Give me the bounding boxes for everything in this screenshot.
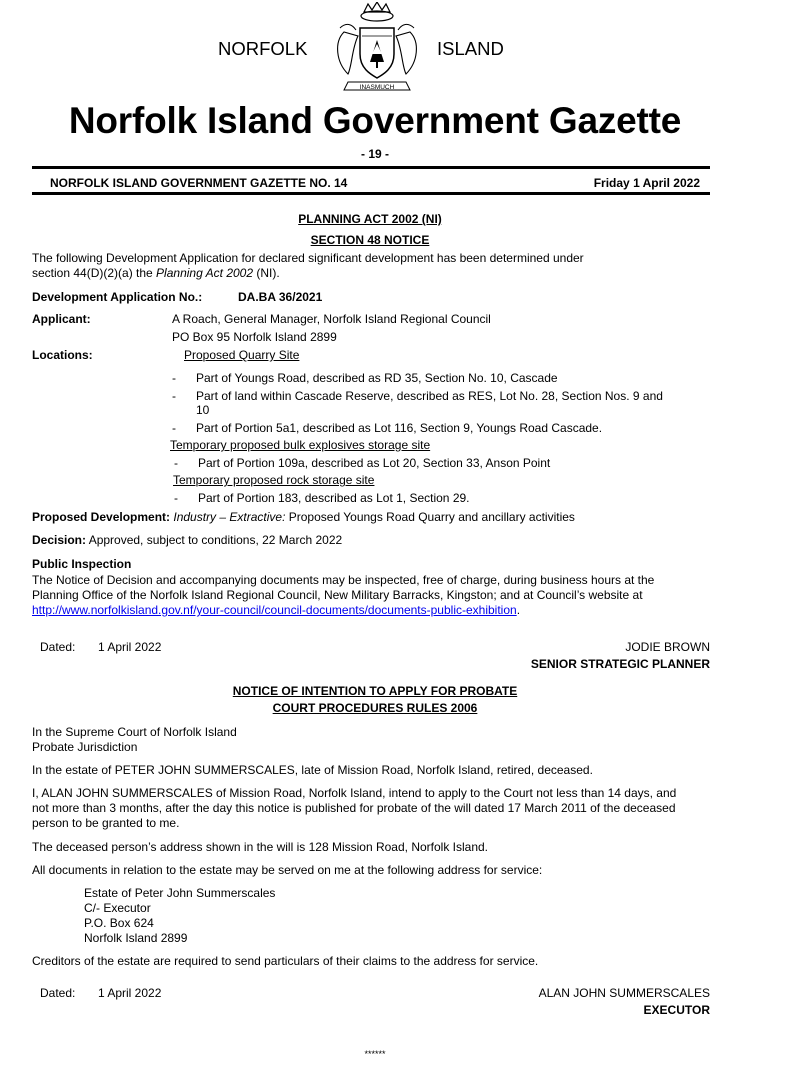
gazette-number: NORFOLK ISLAND GOVERNMENT GAZETTE NO. 14 [50, 176, 348, 190]
site1-heading: Proposed Quarry Site [184, 348, 300, 362]
header-island-word: ISLAND [437, 38, 504, 59]
gazette-date: Friday 1 April 2022 [593, 176, 700, 190]
service-address-line: C/- Executor [84, 901, 151, 915]
notice1-signer-title: SENIOR STRATEGIC PLANNER [530, 657, 710, 671]
applicant-line1: A Roach, General Manager, Norfolk Island Regional Council [172, 312, 491, 326]
public-inspection-line3: http://www.norfolkisland.gov.nf/your-council/council-documents/documents-public-exhibition. [32, 603, 521, 617]
gazette-masthead-title: Norfolk Island Government Gazette [68, 100, 682, 141]
crest-motto: INASMUCH [359, 84, 395, 91]
public-inspection-line2: Planning Office of the Norfolk Island Regional Council, New Military Barracks, Kingston; and at Council’s website at [32, 588, 643, 602]
header-rule-top [32, 166, 710, 169]
notice1-intro-line2: section 44(D)(2)(a) the Planning Act 2002 (NI). [32, 266, 280, 280]
site2-heading: Temporary proposed bulk explosives storage site [170, 438, 431, 452]
header-rule-bottom [32, 192, 710, 195]
end-stars: ****** [364, 1049, 386, 1059]
intent-line1: I, ALAN JOHN SUMMERSCALES of Mission Road, Norfolk Island, intend to apply to the Court not less than 14 days, and [32, 786, 677, 800]
coat-of-arms-logo [322, 2, 432, 94]
service-address-line: Estate of Peter John Summerscales [84, 886, 276, 900]
notice1-dated-value: 1 April 2022 [98, 640, 162, 654]
notice2-heading-rules: COURT PROCEDURES RULES 2006 [272, 701, 478, 715]
list-dash: - [172, 421, 176, 435]
notice2-dated-value: 1 April 2022 [98, 986, 162, 1000]
notice1-heading-section: SECTION 48 NOTICE [310, 233, 430, 247]
deceased-address-line: The deceased person’s address shown in the will is 128 Mission Road, Norfolk Island. [32, 840, 489, 854]
site3-heading: Temporary proposed rock storage site [173, 473, 375, 487]
service-address-line: P.O. Box 624 [84, 916, 154, 930]
list-dash: - [174, 456, 178, 470]
intent-line2: not more than 3 months, after the day this notice is published for probate of the will dated 17 March 2011 of the deceased [32, 801, 676, 815]
site2-item: Part of Portion 109a, described as Lot 20, Section 33, Anson Point [198, 456, 551, 470]
notice1-dated-label: Dated: [40, 640, 76, 654]
public-inspection-line1: The Notice of Decision and accompanying documents may be inspected, free of charge, during business hours at the [32, 573, 655, 587]
proposed-development: Proposed Development: Industry – Extractive: Proposed Youngs Road Quarry and ancillary activities [32, 510, 575, 524]
public-inspection-heading: Public Inspection [32, 557, 132, 571]
notice2-dated-label: Dated: [40, 986, 76, 1000]
site3-item: Part of Portion 183, described as Lot 1, Section 29. [198, 491, 470, 505]
list-dash: - [174, 491, 178, 505]
site1-item-2-cont: 10 [196, 403, 210, 417]
service-address-line: Norfolk Island 2899 [84, 931, 188, 945]
da-number-label: Development Application No.: [32, 290, 203, 304]
da-number-value: DA.BA 36/2021 [238, 290, 323, 304]
court-line2: Probate Jurisdiction [32, 740, 138, 754]
notice1-signer-name: JODIE BROWN [625, 640, 710, 654]
site1-item-1: Part of Youngs Road, described as RD 35, Section No. 10, Cascade [196, 371, 558, 385]
site1-item-3: Part of Portion 5a1, described as Lot 116, Section 9, Youngs Road Cascade. [196, 421, 603, 435]
council-website-link[interactable]: http://www.norfolkisland.gov.nf/your-council/council-documents/documents-public-exhibition [32, 603, 517, 617]
notice1-intro-line1: The following Development Application for declared significant development has been determined under [32, 251, 584, 265]
estate-line: In the estate of PETER JOHN SUMMERSCALES, late of Mission Road, Norfolk Island, retired, deceased. [32, 763, 593, 777]
list-dash: - [172, 371, 176, 385]
decision: Decision: Approved, subject to conditions, 22 March 2022 [32, 533, 343, 547]
notice2-signer-name: ALAN JOHN SUMMERSCALES [538, 986, 710, 1000]
site1-item-2: Part of land within Cascade Reserve, described as RES, Lot No. 28, Section Nos. 9 and [196, 389, 663, 403]
applicant-line2: PO Box 95 Norfolk Island 2899 [172, 330, 337, 344]
intent-line3: person to be granted to me. [32, 816, 180, 830]
court-line1: In the Supreme Court of Norfolk Island [32, 725, 237, 739]
header-norfolk-word: NORFOLK [218, 38, 308, 59]
applicant-label: Applicant: [32, 312, 91, 326]
notice2-heading-probate: NOTICE OF INTENTION TO APPLY FOR PROBATE [232, 684, 518, 698]
notice2-signer-title: EXECUTOR [643, 1003, 710, 1017]
notice1-heading-act: PLANNING ACT 2002 (NI) [298, 212, 442, 226]
creditors-line: Creditors of the estate are required to send particulars of their claims to the address for service. [32, 954, 539, 968]
locations-label: Locations: [32, 348, 93, 362]
list-dash: - [172, 389, 176, 403]
page-number: - 19 - [360, 147, 389, 161]
service-line: All documents in relation to the estate may be served on me at the following address for service: [32, 863, 543, 877]
